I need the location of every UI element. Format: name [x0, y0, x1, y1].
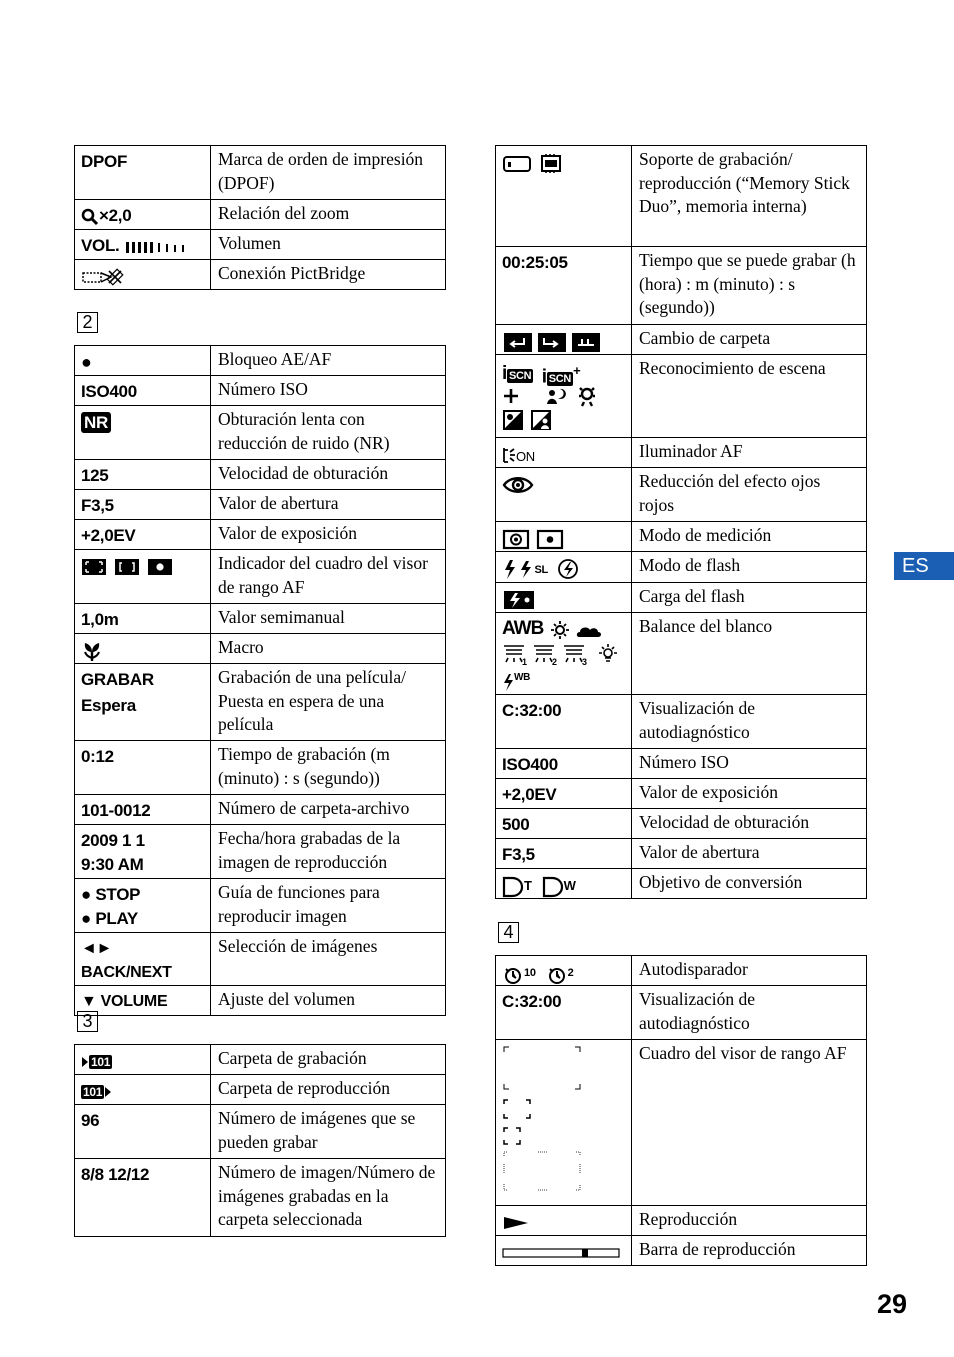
row-description: Guía de funciones para reproducir imagen — [211, 879, 446, 933]
table-row — [496, 956, 867, 986]
row-description: Visualización de autodiagnóstico — [632, 986, 867, 1040]
table-row — [75, 490, 446, 520]
row-description: Visualización de autodiagnóstico — [632, 695, 867, 749]
scene-icons — [502, 384, 606, 408]
table-row — [496, 1236, 867, 1266]
section-2 — [74, 345, 446, 1016]
row-description: Reducción del efecto ojos rojos — [632, 468, 867, 522]
self-diagnosis-code: C:32:00 — [496, 695, 632, 749]
table-row — [496, 552, 867, 583]
table-row — [75, 376, 446, 406]
conversion-lens-icons: T W — [502, 874, 576, 898]
table-row — [75, 741, 446, 795]
table-row — [75, 146, 446, 200]
volume-guide: ▼ VOLUME — [75, 986, 211, 1016]
folder-file-number: 101-0012 — [75, 795, 211, 825]
recordable-time: 00:25:05 — [496, 247, 632, 325]
af-range-finder-icons — [81, 557, 173, 577]
table-row — [75, 460, 446, 490]
row-description: Valor de exposición — [632, 779, 867, 809]
table-row — [75, 230, 446, 260]
row-description: Modo de medición — [632, 522, 867, 552]
table-row — [75, 346, 446, 376]
playback-folder-icon: 101 — [81, 1085, 112, 1099]
table-row — [75, 933, 446, 986]
table-row — [75, 520, 446, 550]
scene-recognition-advanced-icon: i SCN+ — [541, 363, 581, 388]
metering-icons — [502, 528, 566, 550]
table-row — [496, 522, 867, 552]
row-description: Macro — [211, 634, 446, 664]
section-number-2: 2 — [77, 312, 98, 333]
volume-label: VOL. — [81, 236, 120, 255]
table-row — [496, 809, 867, 839]
awb-label: AWB — [502, 618, 544, 639]
row-description: Volumen — [211, 230, 446, 260]
self-timer-icons: 10 2 — [502, 961, 573, 985]
table-row — [496, 779, 867, 809]
row-description: Número de carpeta-archivo — [211, 795, 446, 825]
table-row — [75, 1045, 446, 1075]
row-description: Autodisparador — [632, 956, 867, 986]
svg-text:2: 2 — [552, 656, 557, 666]
row-description: Grabación de una película/ Puesta en espera de una película — [211, 664, 446, 741]
backlight-scene-icons — [502, 409, 562, 431]
red-eye-icon — [502, 475, 534, 495]
table-section-3 — [74, 1044, 446, 1237]
table-row — [75, 200, 446, 230]
playback-bar-icon — [502, 1246, 620, 1260]
section-number-3: 3 — [77, 1011, 98, 1032]
row-description: Soporte de grabación/ reproducción (“Memory Stick Duo”, memoria interna) — [632, 146, 867, 247]
row-description: Tiempo de grabación (m (minuto) : s (segundo)) — [211, 741, 446, 795]
table-row — [75, 879, 446, 933]
row-description: Cuadro del visor de rango AF — [632, 1040, 867, 1206]
row-description: Reconocimiento de escena — [632, 355, 867, 438]
row-description: Ajuste del volumen — [211, 986, 446, 1016]
table-row — [496, 695, 867, 749]
table-row — [75, 1105, 446, 1159]
right-column — [495, 145, 867, 899]
table-row — [75, 260, 446, 290]
row-description: Modo de flash — [632, 552, 867, 583]
row-description: Obturación lenta con reducción de ruido (NR) — [211, 406, 446, 460]
zoom-icon — [81, 208, 99, 226]
table-row — [496, 986, 867, 1040]
macro-icon — [81, 640, 103, 662]
row-description: Iluminador AF — [632, 438, 867, 468]
iso-value: ISO400 — [496, 749, 632, 779]
row-description: Número de imagen/Número de imágenes grabadas en la carpeta seleccionada — [211, 1159, 446, 1237]
recording-time-value: 0:12 — [75, 741, 211, 795]
row-description: Carga del flash — [632, 583, 867, 613]
af-frame-icons — [502, 1044, 582, 1194]
table-right-top — [495, 145, 867, 899]
row-description: Conexión PictBridge — [211, 260, 446, 290]
row-description: Valor semimanual — [211, 604, 446, 634]
image-number: 8/8 12/12 — [75, 1159, 211, 1237]
row-description: Marca de orden de impresión (DPOF) — [211, 146, 446, 200]
table-row — [75, 604, 446, 634]
row-description: Número ISO — [632, 749, 867, 779]
table-row — [75, 1159, 446, 1237]
table-row — [496, 583, 867, 613]
row-description: Número ISO — [211, 376, 446, 406]
media-icons — [502, 153, 564, 173]
page-number: 29 — [877, 1289, 908, 1319]
table-row — [75, 550, 446, 604]
row-description: Objetivo de conversión — [632, 869, 867, 899]
table-row — [75, 664, 446, 741]
row-description: Fecha/hora grabadas de la imagen de reproducción — [211, 825, 446, 879]
section-3 — [74, 1044, 446, 1237]
self-diagnosis-code: C:32:00 — [496, 986, 632, 1040]
play-guide: ● PLAY — [81, 909, 138, 928]
language-tab: ES — [894, 552, 954, 580]
row-description: Velocidad de obturación — [632, 809, 867, 839]
exposure-value: +2,0EV — [75, 520, 211, 550]
record-time: 9:30 AM — [81, 855, 144, 874]
table-row — [75, 795, 446, 825]
row-description: Tiempo que se puede grabar (h (hora) : m (minuto) : s (segundo)) — [632, 247, 867, 325]
table-row — [496, 247, 867, 325]
slow-sync-label: SL — [534, 564, 548, 576]
row-description: Valor de abertura — [211, 490, 446, 520]
table-row — [496, 613, 867, 695]
zoom-value: ×2,0 — [99, 206, 132, 225]
shutter-speed-value: 125 — [75, 460, 211, 490]
row-description: Barra de reproducción — [632, 1236, 867, 1266]
white-balance-daylight-cloudy-icons — [548, 619, 610, 641]
row-description: Indicador del cuadro del visor de rango AF — [211, 550, 446, 604]
row-description: Reproducción — [632, 1206, 867, 1236]
stop-guide: ● STOP — [81, 885, 141, 904]
aperture-value: F3,5 — [496, 839, 632, 869]
table-row — [75, 634, 446, 664]
row-description: Número de imágenes que se pueden grabar — [211, 1105, 446, 1159]
ae-af-lock-icon: ● — [75, 346, 211, 376]
row-description: Selección de imágenes — [211, 933, 446, 986]
table-row — [496, 839, 867, 869]
table-row — [75, 986, 446, 1016]
section-4 — [495, 955, 867, 1266]
row-description: Cambio de carpeta — [632, 325, 867, 355]
table-row — [496, 438, 867, 468]
images-remaining: 96 — [75, 1105, 211, 1159]
table-row — [75, 1075, 446, 1105]
dpof-symbol: DPOF — [81, 152, 128, 171]
table-row — [496, 468, 867, 522]
table-row — [496, 146, 867, 247]
shutter-speed-value: 500 — [496, 809, 632, 839]
table-left-top — [74, 145, 446, 290]
table-row — [496, 749, 867, 779]
pictbridge-icon — [81, 267, 125, 287]
playback-icon — [502, 1215, 530, 1231]
flash-charge-icon — [502, 589, 536, 611]
movie-standby-label: Espera — [81, 696, 136, 715]
table-row — [75, 406, 446, 460]
row-description: Valor de exposición — [211, 520, 446, 550]
section-number-4: 4 — [498, 922, 519, 943]
row-description: Carpeta de reproducción — [211, 1075, 446, 1105]
row-description: Velocidad de obturación — [211, 460, 446, 490]
table-section-2 — [74, 345, 446, 1016]
row-description: Balance del blanco — [632, 613, 867, 695]
exposure-value: +2,0EV — [496, 779, 632, 809]
left-column — [74, 145, 446, 290]
semi-manual-value: 1,0m — [75, 604, 211, 634]
table-section-4 — [495, 955, 867, 1266]
row-description: Valor de abertura — [632, 839, 867, 869]
movie-record-label: GRABAR — [81, 670, 154, 689]
record-date: 2009 1 1 — [81, 831, 145, 850]
folder-change-icons — [502, 331, 602, 353]
iso-value: ISO400 — [75, 376, 211, 406]
svg-text:1: 1 — [522, 656, 527, 666]
scene-recognition-icon: i SCN — [502, 363, 532, 385]
recording-folder-icon: 101 — [81, 1055, 112, 1069]
table-row — [75, 825, 446, 879]
table-row — [496, 1040, 867, 1206]
table-row — [496, 869, 867, 899]
nr-icon: NR — [81, 412, 111, 433]
volume-bars-icon — [124, 241, 186, 253]
flash-white-balance-icon — [502, 672, 514, 692]
row-description: Carpeta de grabación — [211, 1045, 446, 1075]
aperture-value: F3,5 — [75, 490, 211, 520]
row-description: Relación del zoom — [211, 200, 446, 230]
back-next-guide: ◄► BACK/NEXT — [75, 933, 211, 986]
white-balance-fluorescent-incandescent-icons — [502, 642, 622, 666]
svg-text:3: 3 — [582, 656, 587, 666]
table-row — [496, 1206, 867, 1236]
af-illuminator-icon: ON — [502, 446, 535, 464]
row-description: Bloqueo AE/AF — [211, 346, 446, 376]
flash-wb-label: WB — [514, 671, 531, 683]
table-row — [496, 325, 867, 355]
table-row — [496, 355, 867, 438]
